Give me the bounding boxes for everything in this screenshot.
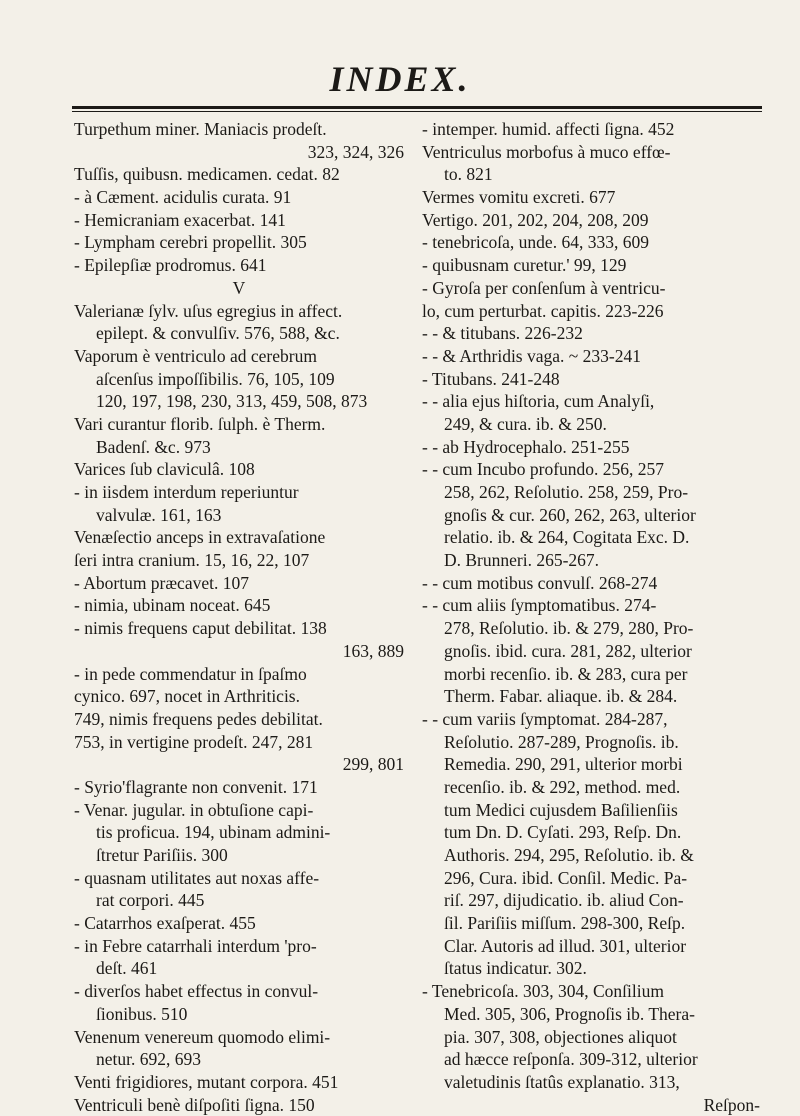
index-entry-line: ad hæcce reſponſa. 309-312, ulterior [444, 1049, 698, 1070]
index-entry-line: Vari curantur florib. ſulph. è Therm. [74, 413, 326, 434]
index-entry-line: lo, cum perturbat. capitis. 223-226 [422, 300, 664, 321]
index-entry-line: Authoris. 294, 295, Reſolutio. ib. & [444, 845, 694, 865]
index-entry-line: Venæſectio anceps in extravaſatione [74, 527, 326, 548]
index-entry-line: tum Dn. D. Cyſati. 293, Reſp. Dn. [444, 822, 682, 843]
index-entry-line: - - ab Hydrocephalo. 251-255 [422, 436, 630, 457]
index-entry-line: aſcenſus impoſſibilis. 76, 105, 109 [96, 368, 335, 389]
index-entry-line: Valerianæ ſylv. uſus egregius in affect. [74, 300, 343, 321]
index-entry-line: ſtatus indicatur. 302. [444, 958, 587, 979]
index-entry-line: recenſio. ib. & 292, method. med. [444, 776, 681, 797]
index-entry-line: - - & titubans. 226-232 [422, 323, 583, 344]
index-entry-line: - - cum motibus convulſ. 268-274 [422, 572, 658, 593]
index-entry-line: 120, 197, 198, 230, 313, 459, 508, 873 [96, 391, 368, 412]
index-entry-line: Vermes vomitu excreti. 677 [422, 187, 616, 208]
index-entry-line: Remedia. 290, 291, ulterior morbi [444, 754, 683, 775]
index-entry-line: - à Cæment. acidulis curata. 91 [74, 187, 292, 208]
index-entry-line: Venti frigidiores, mutant corpora. 451 [74, 1071, 339, 1092]
index-entry-line: 278, Reſolutio. ib. & 279, 280, Pro- [444, 618, 694, 639]
index-entry-line: gnoſis. ibid. cura. 281, 282, ulterior [444, 640, 692, 661]
index-entry-line: - nimia, ubinam noceat. 645 [74, 595, 271, 616]
index-entry-line: 296, Cura. ibid. Conſil. Medic. Pa- [444, 867, 688, 888]
index-entry-line: - intemper. humid. affecti ſigna. 452 [422, 119, 675, 139]
index-entry-line: 749, nimis frequens pedes debilitat. [74, 708, 323, 729]
index-entry-line: cynico. 697, nocet in Arthriticis. [74, 686, 300, 707]
index-entry-line: - Venar. jugular. in obtuſione capi- [74, 799, 314, 820]
index-entry-line: 258, 262, Reſolutio. 258, 259, Pro- [444, 482, 689, 502]
index-entry-line: ſeri intra cranium. 15, 16, 22, 107 [74, 550, 310, 571]
index-entry-line: ſtretur Pariſiis. 300 [96, 845, 228, 865]
index-entry-line: relatio. ib. & 264, Cogitata Exc. D. [444, 527, 690, 548]
index-entry-line: - Lympham cerebri propellit. 305 [74, 232, 307, 253]
index-entry-line: valetudinis ſtatûs explanatio. 313, [444, 1071, 680, 1092]
index-entry-line: - Abortum præcavet. 107 [74, 572, 249, 593]
index-entry-line: - - cum aliis ſymptomatibus. 274- [422, 595, 657, 616]
index-entry-line: - in iisdem interdum reperiuntur [74, 482, 299, 502]
index-entry-line: Badenſ. &c. 973 [96, 436, 211, 457]
index-entry-line: tum Medici cujusdem Baſilienſiis [444, 799, 678, 820]
index-entry-line: 163, 889 [342, 640, 404, 661]
index-entry-line: riſ. 297, dijudicatio. ib. aliud Con- [444, 890, 684, 911]
index-entry-line: tis proficua. 194, ubinam admini- [96, 822, 331, 843]
index-entry-line: - - & Arthridis vaga. ~ 233-241 [422, 345, 641, 366]
index-column-left [74, 118, 404, 1116]
index-entry-line: netur. 692, 693 [96, 1049, 201, 1070]
header-rule [72, 106, 762, 109]
index-entry-line: - nimis frequens caput debilitat. 138 [74, 618, 327, 639]
index-entry-line: valvulæ. 161, 163 [96, 504, 222, 525]
index-column-right [422, 118, 760, 1116]
index-entry-line: to. 821 [444, 164, 493, 185]
index-entry-line: gnoſis & cur. 260, 262, 263, ulterior [444, 504, 696, 525]
index-entry-line: - - cum Incubo profundo. 256, 257 [422, 459, 665, 480]
index-entry-line: Ventriculi benè diſpoſiti ſigna. 150 [74, 1094, 315, 1115]
index-entry-line: - quibusnam curetur.' 99, 129 [422, 255, 627, 276]
index-entry-line: ſionibus. 510 [96, 1003, 188, 1024]
index-entry-line: Reſolutio. 287-289, Prognoſis. ib. [444, 731, 679, 752]
index-entry-line: 299, 801 [342, 754, 404, 775]
index-entry-line: - Gyroſa per conſenſum à ventricu- [422, 277, 666, 298]
index-entry-line: - Epilepſiæ prodromus. 641 [74, 255, 267, 276]
header-rule-thin [72, 111, 762, 112]
index-entry-line: pia. 307, 308, objectiones aliquot [444, 1026, 677, 1047]
index-entry-line: - quasnam utilitates aut noxas affe- [74, 867, 320, 888]
index-entry-line: 753, in vertigine prodeſt. 247, 281 [74, 731, 314, 752]
index-entry-line: - Titubans. 241-248 [422, 368, 560, 389]
index-entry-line: Reſpon- [703, 1094, 760, 1115]
index-entry-line: 249, & cura. ib. & 250. [444, 413, 607, 434]
index-entry-line: 323, 324, 326 [307, 141, 404, 162]
index-entry-line: - Tenebricoſa. 303, 304, Conſilium [422, 981, 664, 1002]
index-entry-line: Vaporum è ventriculo ad cerebrum [74, 345, 317, 366]
index-entry-line: Turpethum miner. Maniacis prodeſt. [74, 119, 327, 139]
index-entry-line: Clar. Autoris ad illud. 301, ulterior [444, 935, 687, 956]
index-entry-line: - Hemicraniam exacerbat. 141 [74, 209, 286, 230]
index-entry-line: Med. 305, 306, Prognoſis ib. Thera- [444, 1003, 695, 1024]
index-entry-line: V [232, 277, 246, 298]
index-entry-line: - - alia ejus hiſtoria, cum Analyſi, [422, 391, 655, 412]
index-entry-line: Tuſſis, quibusn. medicamen. cedat. 82 [74, 164, 340, 185]
index-entry-line: Venenum venereum quomodo elimi- [74, 1026, 331, 1047]
index-entry-line: - Syrio'flagrante non convenit. 171 [74, 776, 318, 797]
index-entry-line: Varices ſub claviculâ. 108 [74, 459, 255, 480]
index-entry-line: epilept. & convulſiv. 576, 588, &c. [96, 323, 340, 344]
index-entry-line: - in pede commendatur in ſpaſmo [74, 663, 307, 684]
index-entry-line: - in Febre catarrhali interdum 'pro- [74, 935, 317, 956]
index-entry-line: deſt. 461 [96, 958, 158, 979]
index-entry-line: - tenebricoſa, unde. 64, 333, 609 [422, 232, 649, 253]
index-entry-line: Therm. Fabar. aliaque. ib. & 284. [444, 686, 678, 707]
index-entry-line: Vertigo. 201, 202, 204, 208, 209 [422, 209, 649, 230]
index-entry-line: - Catarrhos exaſperat. 455 [74, 913, 256, 934]
index-entry-line: Ventriculus morbofus à muco effœ- [422, 141, 671, 162]
index-entry-line: D. Brunneri. 265-267. [444, 550, 600, 571]
page-header-title: INDEX. [329, 59, 471, 99]
index-entry-line: - - cum variis ſymptomat. 284-287, [422, 708, 668, 729]
index-entry-line: rat corpori. 445 [96, 890, 205, 911]
index-entry-line: - diverſos habet effectus in convul- [74, 981, 319, 1002]
index-entry-line: morbi recenſio. ib. & 283, cura per [444, 663, 688, 684]
index-entry-line: ſil. Pariſiis miſſum. 298-300, Reſp. [444, 913, 686, 934]
